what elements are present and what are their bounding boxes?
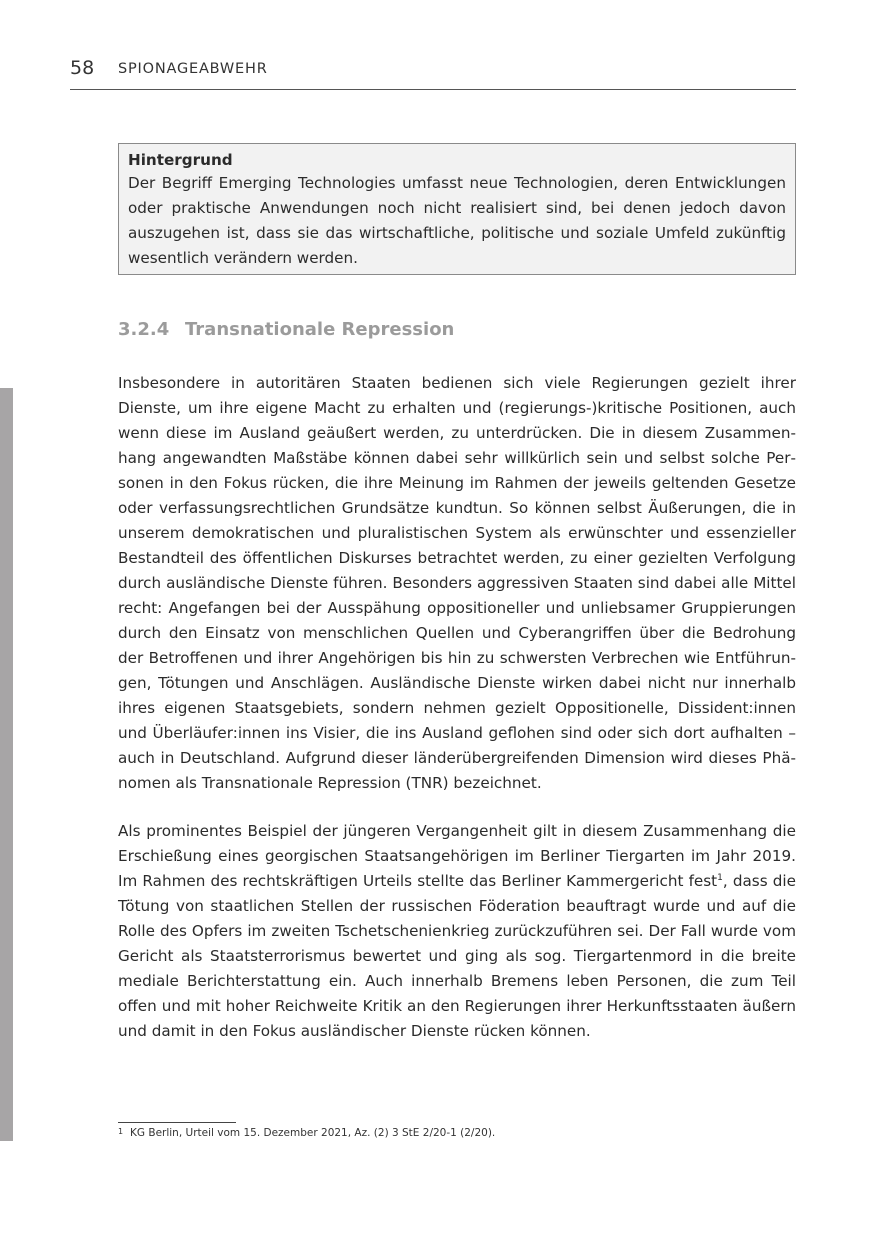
section-heading bbox=[118, 319, 454, 340]
body-paragraph bbox=[118, 819, 796, 1044]
paragraph-text: , dass die Tötung von staatlichen Stellen der russischen Föderation beauftragt wurde und auf die Rolle des Opfers im zweiten Tschetschenienkrieg zurückzuführen sei. Der Fall wurde vom Gericht als Staatsterrorismus bewertet und ging als sog. Tiergartenmord in die breite mediale Berichterstattung ein. Auch innerhalb Bremens leben Personen, die zum Teil offen und mit hoher Reichweite Kritik an den Regierungen ihrer Herkunftsstaaten äußern und damit in den Fokus ausländischer Dienste rücken können. bbox=[118, 872, 796, 1040]
footnote bbox=[118, 1127, 495, 1139]
section-number: 3.2.4 bbox=[118, 319, 170, 340]
footnote-divider bbox=[118, 1122, 236, 1123]
footnote-reference[interactable]: 1 bbox=[717, 872, 723, 883]
info-box-title: Hintergrund bbox=[128, 151, 233, 169]
footnote-marker: 1 bbox=[118, 1127, 124, 1136]
page-header bbox=[70, 57, 796, 90]
section-title: Transnationale Repression bbox=[185, 319, 455, 340]
chapter-side-bar bbox=[0, 388, 13, 1141]
page-number: 58 bbox=[70, 57, 95, 79]
info-box-text: Der Begriff Emerging Technologies umfasst neue Technologien, deren Entwicklungen oder praktische Anwendungen noch nicht realisiert sind, bei denen jedoch davon auszugehen ist, dass sie das wirtschaftliche, politische und soziale Umfeld zukünftig wesentlich verändern werden. bbox=[128, 174, 786, 267]
running-head: SPIONAGEABWEHR bbox=[118, 61, 268, 77]
paragraph-text: Als prominentes Beispiel der jüngeren Vergangenheit gilt in diesem Zusammenhang die Erschießung eines georgischen Staatsangehörigen im Berliner Tiergarten im Jahr 2019. Im Rahmen des rechtskräftigen Urteils stellte das Berliner Kammergericht fest bbox=[118, 822, 796, 890]
body-paragraph: Insbesondere in autoritären Staaten bedienen sich viele Regierungen gezielt ihrer Dienste, um ihre eigene Macht zu erhalten und (regierungs-)kritische Positionen, auch wenn diese im Ausland geäußert werden, zu unterdrücken. Die in diesem Zusammenhang angewandten Maßstäbe können dabei sehr willkürlich sein und selbst solche Personen in den Fokus rücken, die ihre Meinung im Rahmen der jeweils geltenden Gesetze oder verfassungsrechtlichen Grundsätze kundtun. So können selbst Äußerungen, die in unserem demokratischen und pluralistischen System als erwünschter und essenzieller Bestandteil des öffentlichen Diskurses betrachtet werden, zu einer gezielten Verfolgung durch ausländische Dienste führen. Besonders aggressiven Staaten sind dabei alle Mittel recht: Angefangen bei der Ausspähung oppositioneller und unliebsamer Gruppierungen durch den Einsatz von menschlichen Quellen und Cyberangriffen über die Bedrohung der Betroffenen und ihrer Angehörigen bis hin zu schwersten Verbrechen wie Entführungen, Tötungen und Anschlägen. Ausländische Dienste wirken dabei nicht nur innerhalb ihres eigenen Staatsgebiets, sondern nehmen gezielt Oppositionelle, Dissident:innen und Überläufer:innen ins Visier, die ins Ausland geflohen sind oder sich dort aufhalten – auch in Deutschland. Aufgrund dieser länderübergreifenden Dimension wird dieses Phänomen als Transnationale Repression (TNR) bezeichnet. bbox=[118, 374, 796, 792]
background-info-box bbox=[118, 143, 796, 275]
footnote-text: KG Berlin, Urteil vom 15. Dezember 2021, Az. (2) 3 StE 2/20-1 (2/20). bbox=[130, 1127, 496, 1139]
